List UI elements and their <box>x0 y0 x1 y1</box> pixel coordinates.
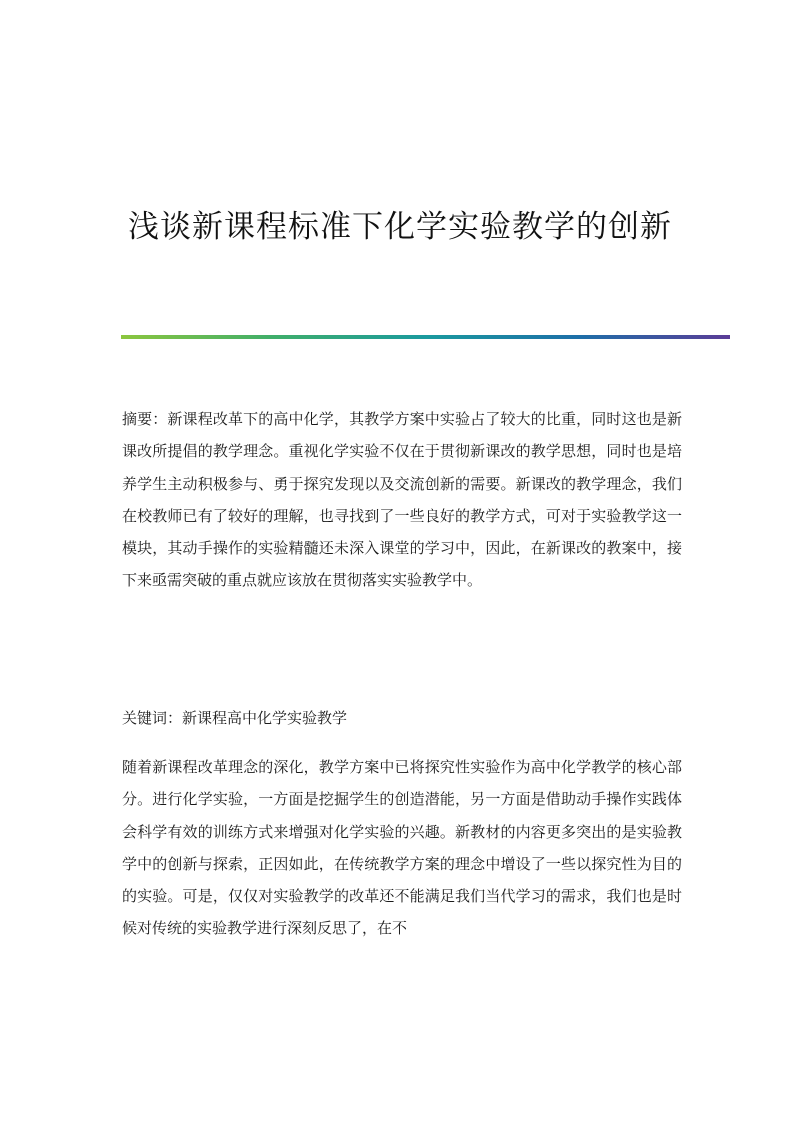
abstract-paragraph: 摘要：新课程改革下的高中化学，其教学方案中实验占了较大的比重，同时这也是新课改所提倡的教学理念。重视化学实验不仅在于贯彻新课改的教学思想，同时也是培养学生主动积极参与、勇于探究发现以及交流创新的需要。新课改的教学理念，我们在校教师已有了较好的理解，也寻找到了一些良好的教学方式，可对于实验教学这一模块，其动手操作的实验精髓还未深入课堂的学习中，因此，在新课改的教案中，接下来亟需突破的重点就应该放在贯彻落实实验教学中。 <box>122 410 682 590</box>
body-paragraph: 随着新课程改革理念的深化，教学方案中已将探究性实验作为高中化学教学的核心部分。进行化学实验，一方面是挖掘学生的创造潜能，另一方面是借助动手操作实践体会科学有效的训练方式来增强对化学实验的兴趣。新教材的内容更多突出的是实验教学中的创新与探索，正因如此，在传统教学方案的理念中增设了一些以探究性为目的的实验。可是，仅仅对实验教学的改革还不能满足我们当代学习的需求，我们也是时候对传统的实验教学进行深刻反思了，在不 <box>122 758 682 938</box>
document-title: 浅谈新课程标准下化学实验教学的创新 <box>128 208 672 245</box>
keywords-line: 关键词：新课程高中化学实验教学 <box>122 709 348 727</box>
title-divider <box>121 335 730 339</box>
